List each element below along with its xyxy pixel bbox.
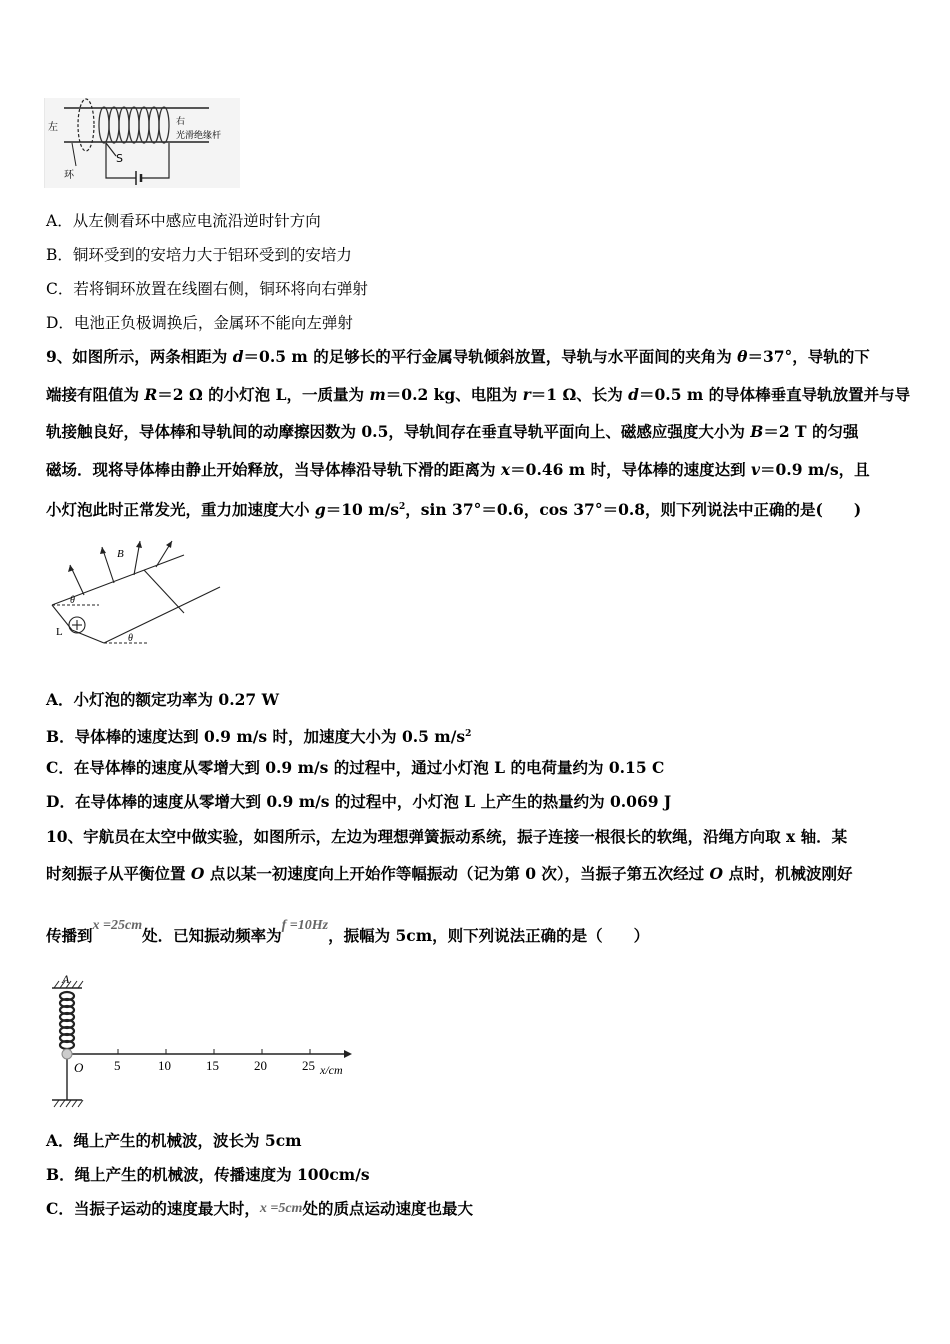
q9-option-c: C．在导体棒的速度从零增大到 0.9 m/s 的过程中，通过小灯泡 L 的电荷量约为 0.15 C xyxy=(46,758,665,777)
q10-line-1: 10、宇航员在太空中做实验，如图所示，左边为理想弹簧振动系统，振子连接一根很长的软绳，沿绳方向取 x 轴．某 xyxy=(46,827,848,846)
q9-option-b: B．导体棒的速度达到 0.9 m/s 时，加速度大小为 0.5 $m/s^2$ xyxy=(46,727,472,746)
tick-20: 20 xyxy=(254,1058,267,1073)
svg-text:A: A xyxy=(62,972,70,986)
q10-option-a: A．绳上产生的机械波，波长为 5cm xyxy=(46,1131,302,1150)
q8-option-b: B．铜环受到的安培力大于铝环受到的安培力 xyxy=(46,246,352,264)
tick-10: 10 xyxy=(158,1058,171,1073)
svg-text:O: O xyxy=(74,1060,84,1075)
svg-text:光滑绝缘杆: 光滑绝缘杆 xyxy=(176,131,222,141)
q10-option-c: C．当振子运动的速度最大时，x =5cm处的质点运动速度也最大 xyxy=(46,1199,473,1218)
rails-figure xyxy=(44,535,224,650)
tick-15: 15 xyxy=(206,1058,219,1073)
tick-5: 5 xyxy=(114,1058,121,1073)
tick-25: 25 xyxy=(302,1058,315,1073)
q10-line-3: 传播到x =25cm处．已知振动频率为f =10Hz，振幅为 5cm，则下列说法正确的是（ ） xyxy=(46,918,650,945)
q10-line-2: 时刻振子从平衡位置 O 点以某一初速度向上开始作等幅振动（记为第 0 次），当振子第五次经过 O 点时，机械波刚好 xyxy=(46,864,853,883)
svg-text:环: 环 xyxy=(64,170,74,181)
q8-option-c: C．若将铜环放置在线圈右侧，铜环将向右弹射 xyxy=(46,280,368,298)
svg-text:右: 右 xyxy=(176,117,186,127)
q8-option-d: D．电池正负极调换后，金属环不能向左弹射 xyxy=(46,314,353,332)
q10-option-b: B．绳上产生的机械波，传播速度为 100cm/s xyxy=(46,1165,370,1184)
svg-text:L: L xyxy=(56,626,63,638)
svg-text:左: 左 xyxy=(48,122,58,133)
q9-line-1: 9、如图所示，两条相距为 d＝0.5 m 的足够长的平行金属导轨倾斜放置，导轨与水平面间的夹角为 θ＝37°，导轨的下 xyxy=(46,347,870,366)
svg-text:θ: θ xyxy=(128,633,133,644)
q9-line-2: 端接有阻值为 R＝2 Ω 的小灯泡 L，一质量为 m＝0.2 kg、电阻为 r＝1 Ω、长为 d＝0.5 m 的导体棒垂直导轨放置并与导 xyxy=(46,385,911,404)
spring-figure xyxy=(48,972,360,1114)
q9-line-5: 小灯泡此时正常发光，重力加速度大小 g＝10 $m/s^2$，sin 37°＝0.6，cos 37°＝0.8，则下列说法中正确的是( ) xyxy=(46,500,862,519)
svg-text:θ: θ xyxy=(70,595,75,606)
q9-line-4: 磁场．现将导体棒由静止开始释放，当导体棒沿导轨下滑的距离为 x＝0.46 m 时，导体棒的速度达到 v＝0.9 m/s，且 xyxy=(46,460,870,479)
svg-text:B: B xyxy=(117,548,124,560)
q9-option-d: D．在导体棒的速度从零增大到 0.9 m/s 的过程中，小灯泡 L 上产生的热量约为 0.069 J xyxy=(46,792,672,811)
q9-line-3: 轨接触良好，导体棒和导轨间的动摩擦因数为 0.5，导轨间存在垂直导轨平面向上、磁感应强度大小为 B＝2 T 的匀强 xyxy=(46,422,859,441)
svg-text:S: S xyxy=(116,152,123,165)
coil-figure xyxy=(44,98,240,188)
q9-option-a: A．小灯泡的额定功率为 0.27 W xyxy=(46,690,279,709)
svg-text:x/cm: x/cm xyxy=(320,1063,343,1077)
q8-option-a: A．从左侧看环中感应电流沿逆时针方向 xyxy=(46,212,321,230)
